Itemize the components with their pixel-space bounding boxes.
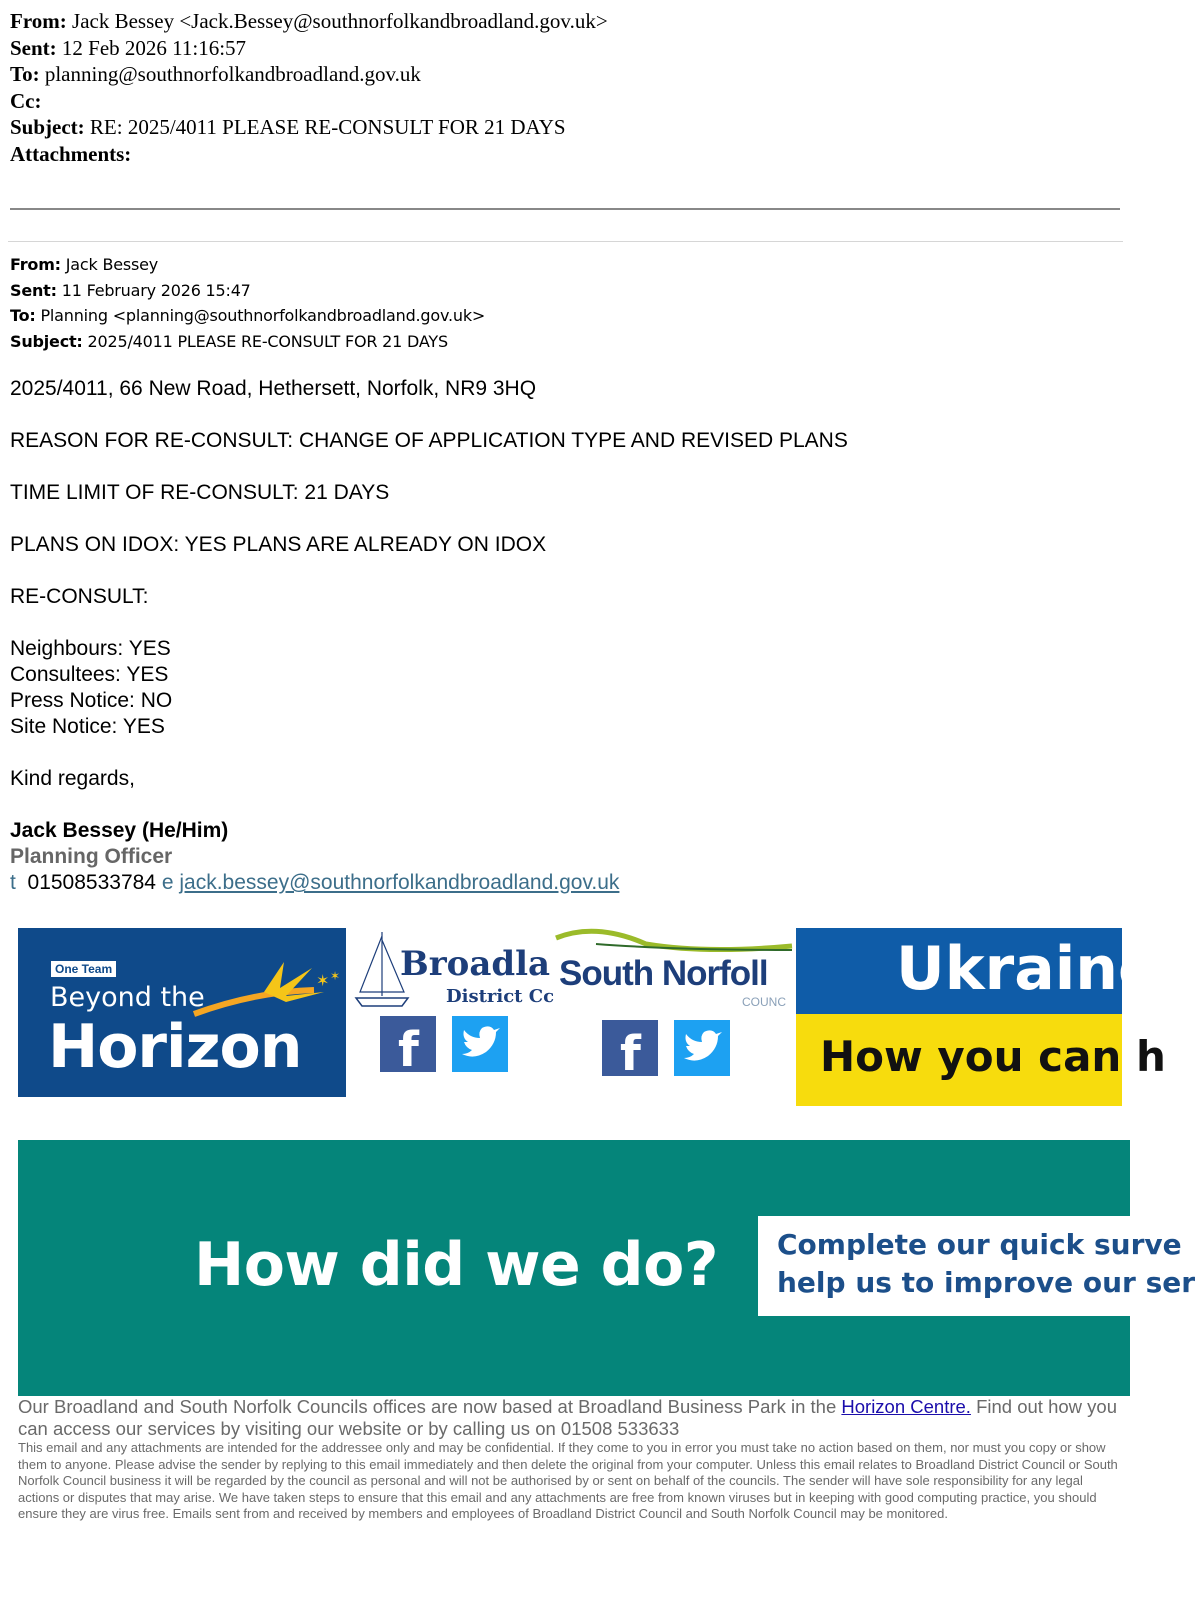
survey-question: How did we do? [194,1230,719,1300]
south-norfolk-word: South Norfoll [559,954,768,993]
forwarded-header [10,252,485,354]
banner-line1: Beyond the [50,982,205,1013]
phone-number: 01508533784 [27,871,156,894]
facebook-icon[interactable] [602,1020,658,1082]
beyond-the-horizon-banner[interactable] [18,928,346,1097]
email-link[interactable]: jack.bessey@southnorfolkandbroadland.gov.uk [179,871,620,894]
header-cc: Cc: [10,88,42,113]
signature-name: Jack Bessey (He/Him) [10,819,229,842]
broadland-word: Broadla [400,944,551,984]
forward-divider [8,241,1123,242]
svg-text:f: f [620,1026,641,1082]
survey-line1: Complete our quick surve [777,1228,1182,1261]
footer-notice: Our Broadland and South Norfolk Councils offices are now based at Broadland Business Park in the Horizon Centre. Find out how you can access our services by visiting our website or by calling us on 01508 533633 [18,1396,1117,1439]
phone-label: t [10,871,16,894]
ukraine-banner[interactable] [796,928,1166,1106]
closing: Kind regards, [10,767,135,790]
to-value: planning@southnorfolkandbroadland.gov.uk [44,62,421,86]
header-from: From: Jack Bessey <Jack.Bessey@southnorfolkandbroadland.gov.uk> [10,9,608,33]
list-item: Consultees: YES [10,663,169,686]
survey-banner[interactable] [18,1140,1195,1396]
fwd-sent: Sent: 11 February 2026 15:47 [10,280,251,300]
footer [18,1396,1126,1523]
sunburst-icon [194,962,344,1022]
svg-text:✶: ✶ [330,969,341,983]
svg-text:✶: ✶ [316,971,330,990]
survey-line2: help us to improve our ser [777,1266,1195,1299]
address-line: 2025/4011, 66 New Road, Hethersett, Norfolk, NR9 3HQ [10,377,537,400]
list-item: Press Notice: NO [10,689,173,712]
email-label: e [161,871,174,894]
time-limit-line: TIME LIMIT OF RE-CONSULT: 21 DAYS [10,481,390,504]
broadland-sub: District Cc [446,986,555,1007]
reconsult-list [10,636,172,740]
fwd-subject: Subject: 2025/4011 PLEASE RE-CONSULT FOR 21 DAYS [10,331,448,351]
header-attachments: Attachments: [10,141,132,166]
horizon-centre-link[interactable]: Horizon Centre. [841,1396,971,1417]
header-to: To: planning@southnorfolkandbroadland.gov.uk [10,62,421,86]
south-norfolk-sub: COUNC [742,995,786,1009]
signature-title: Planning Officer [10,845,173,868]
reason-line: REASON FOR RE-CONSULT: CHANGE OF APPLICATION TYPE AND REVISED PLANS [10,429,848,452]
sent-value: 12 Feb 2026 11:16:57 [61,35,247,60]
header-subject: Subject: RE: 2025/4011 PLEASE RE-CONSULT FOR 21 DAYS [10,115,566,139]
twitter-icon[interactable] [452,1016,508,1072]
email-header [10,8,608,167]
facebook-icon[interactable] [380,1016,436,1078]
ukraine-subtitle: How you can h [820,1032,1166,1081]
plans-line: PLANS ON IDOX: YES PLANS ARE ALREADY ON IDOX [10,533,547,556]
svg-text:f: f [398,1022,419,1078]
broadland-logo[interactable] [352,926,555,1016]
fwd-from: From: Jack Bessey [10,255,159,274]
signature [10,818,619,896]
twitter-icon[interactable] [674,1020,730,1076]
list-item: Neighbours: YES [10,637,171,660]
reconsult-heading: RE-CONSULT: [10,585,149,608]
ukraine-title: Ukraine [896,934,1159,1004]
south-norfolk-logo[interactable] [556,924,792,1016]
header-divider [10,208,1120,210]
header-sent: Sent: 12 Feb 2026 11:16:57 [10,35,247,60]
subject-value: RE: 2025/4011 PLEASE RE-CONSULT FOR 21 DAYS [89,115,566,139]
banner-line2: Horizon [48,1012,302,1082]
from-value: Jack Bessey <Jack.Bessey@southnorfolkandbroadland.gov.uk> [72,9,608,33]
ukraine-strip [796,1014,1166,1106]
signature-contact [10,870,619,896]
fwd-to: To: Planning <planning@southnorfolkandbroadland.gov.uk> [10,306,486,325]
disclaimer: This email and any attachments are intended for the addressee only and may be confidential. If they come to you in error you must take no action based on them, nor must you copy or show them to anyone. Please advise the sender by replying to this email immediately and then delete the original from your computer. Unless this email relates to Broadland District Council or South Norfolk Council business it will be regarded by the council as personal and will not be authorised by or sent on behalf of the councils. The sender will have sole responsibility for any legal actions or disputes that may arise. We have taken steps to ensure that this email and any attachments are free from known viruses but in keeping with good computing practice, you should ensure they are virus free. Emails sent from and received by members and employees of Broadland District Council and South Norfolk Council may be monitored. [18,1440,1118,1521]
list-item: Site Notice: YES [10,715,165,738]
one-team-badge: One Team [51,961,116,977]
survey-card [758,1216,1195,1316]
